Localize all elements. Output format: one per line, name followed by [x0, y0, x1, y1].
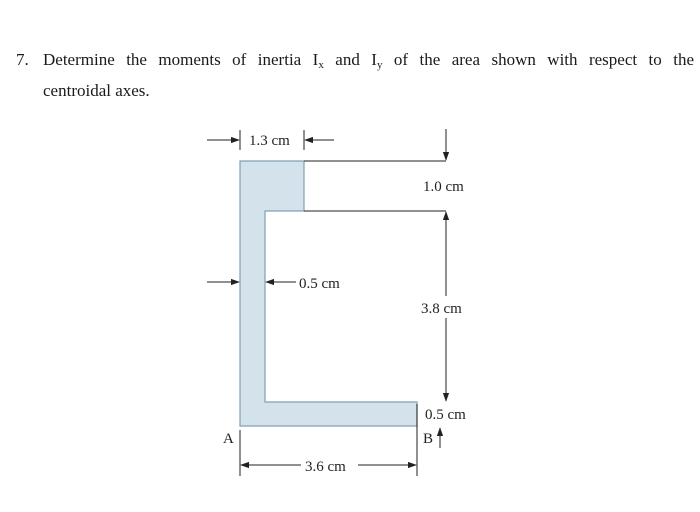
question-text-part-2: and I	[323, 50, 377, 69]
dim-label-overall-width: 3.6 cm	[305, 459, 346, 475]
dim-label-bottom-thickness: 0.5 cm	[425, 407, 466, 423]
question-text-part-3: of the area shown with respect to the	[382, 50, 694, 69]
c-section-shape	[240, 161, 417, 426]
dim-label-web-thickness: 0.5 cm	[299, 276, 340, 292]
question-line-2: centroidal axes.	[43, 81, 150, 100]
question-text-part-1: Determine the moments of inertia I	[43, 50, 319, 69]
question-number: 7.	[16, 50, 29, 69]
dim-label-top-width: 1.3 cm	[249, 133, 290, 149]
dim-label-flange-thickness: 1.0 cm	[423, 179, 464, 195]
dim-label-inner-height: 3.8 cm	[421, 301, 462, 317]
subscript-y: y	[376, 59, 383, 71]
point-label-a: A	[223, 431, 234, 447]
subscript-x: x	[318, 59, 324, 71]
point-label-b: B	[423, 431, 434, 447]
